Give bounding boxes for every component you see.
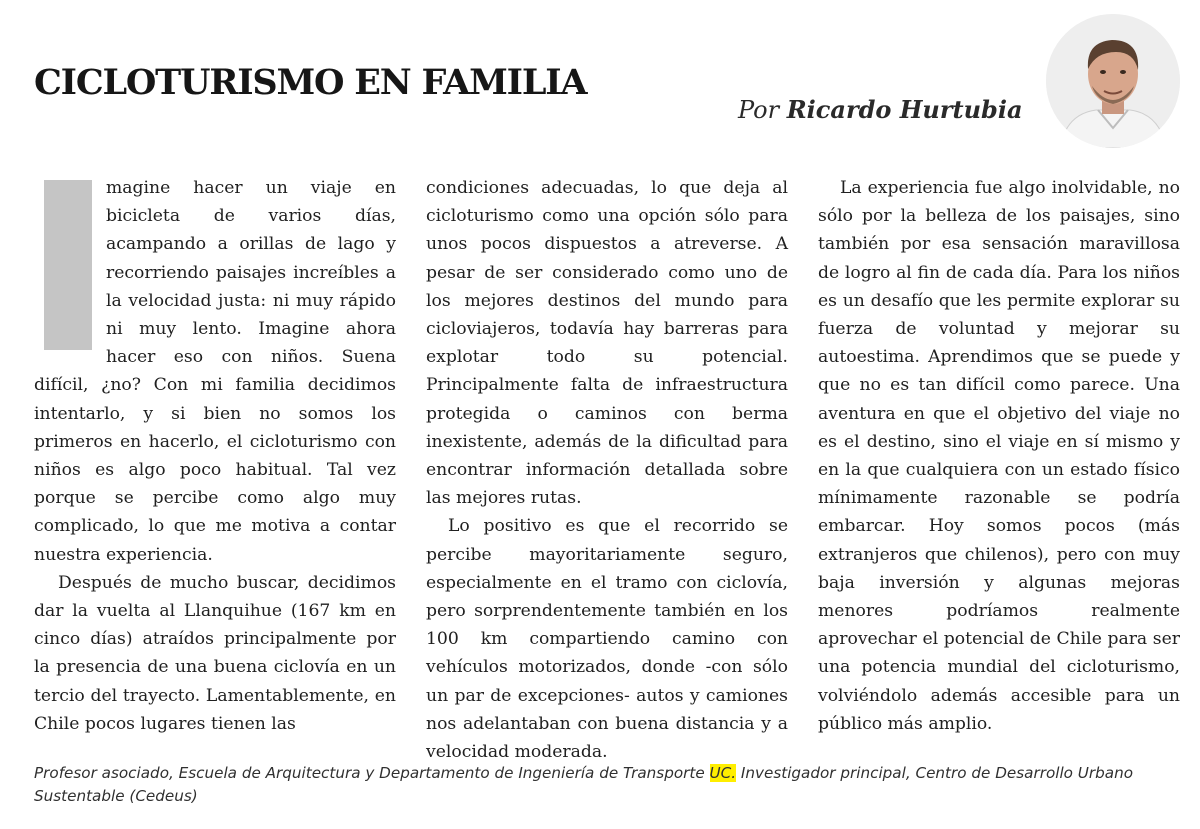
author-bio-text-end: Investigador principal, Centro de Desarrollo Urbano Sustentable (Cedeus) bbox=[34, 764, 1134, 805]
byline bbox=[738, 95, 1023, 124]
paragraph: Lo positivo es que el recorrido se percibe mayoritariamente seguro, especialmente en el tramo con ciclovía, pero sorprendentemente también en los 100 km compartiendo camino con vehículos motorizados, donde -con sólo un par de excepciones- autos y camiones nos adelantaban con buena distancia y a velocidad moderada. bbox=[426, 516, 788, 763]
author-bio bbox=[34, 762, 1174, 808]
article-column-3 bbox=[818, 174, 1180, 738]
paragraph: Después de mucho buscar, decidimos dar la vuelta al Llanquihue (167 km en cinco días) atraídos principalmente por la presencia de una buena ciclovía en un tercio del trayecto. Lamentablemente, en Chile pocos lugares tienen las bbox=[34, 572, 396, 734]
author-name: Ricardo Hurtubia bbox=[786, 95, 1023, 124]
highlighted-text: UC. bbox=[709, 764, 737, 782]
author-bio-text: Profesor asociado, Escuela de Arquitectura y Departamento de Ingeniería de Transporte bbox=[34, 764, 710, 782]
article-title: CICLOTURISMO EN FAMILIA bbox=[34, 62, 587, 103]
article-column-1 bbox=[34, 174, 396, 738]
article-column-2 bbox=[426, 174, 788, 766]
paragraph: La experiencia fue algo inolvidable, no sólo por la belleza de los paisajes, sino también por esa sensación maravillosa de logro al fin de cada día. Para los niños es un desafío que les permite explorar su fuerza de voluntad y mejorar su autoestima. Aprendimos que se puede y que no es tan difícil como parece. Una aventura en que el objetivo del viaje no es el destino, sino el viaje en sí mismo y en la que cualquiera con un estado físico mínimamente razonable se podría embarcar. Hoy somos pocos (más extranjeros que chilenos), pero con muy baja inversión y algunas mejoras menores podríamos realmente aprovechar el potencial de Chile para ser una potencia mundial del cicloturismo, volviéndolo además accesible para un público más amplio. bbox=[818, 178, 1180, 734]
drop-cap-placeholder bbox=[44, 180, 92, 350]
paragraph: magine hacer un viaje en bicicleta de varios días, acampando a orillas de lago y recorriendo paisajes increíbles a la velocidad justa: ni muy rápido ni muy lento. Imagine ahora hacer eso con niños. Suena difícil, ¿no? Con mi familia decidimos intentarlo, y si bien no somos los primeros en hacerlo, el cicloturismo con niños es algo poco habitual. Tal vez porque se percibe como algo muy complicado, lo que me motiva a contar nuestra experiencia. bbox=[34, 178, 396, 565]
author-photo bbox=[1046, 14, 1180, 148]
byline-prefix: Por bbox=[738, 96, 787, 124]
author-portrait-icon bbox=[1046, 14, 1180, 148]
paragraph: condiciones adecuadas, lo que deja al cicloturismo como una opción sólo para unos pocos dispuestos a atreverse. A pesar de ser considerado como uno de los mejores destinos del mundo para cicloviajeros, todavía hay barreras para explotar todo su potencial. Principalmente falta de infraestructura protegida o caminos con berma inexistente, además de la dificultad para encontrar información detallada sobre las mejores rutas. bbox=[426, 178, 788, 509]
